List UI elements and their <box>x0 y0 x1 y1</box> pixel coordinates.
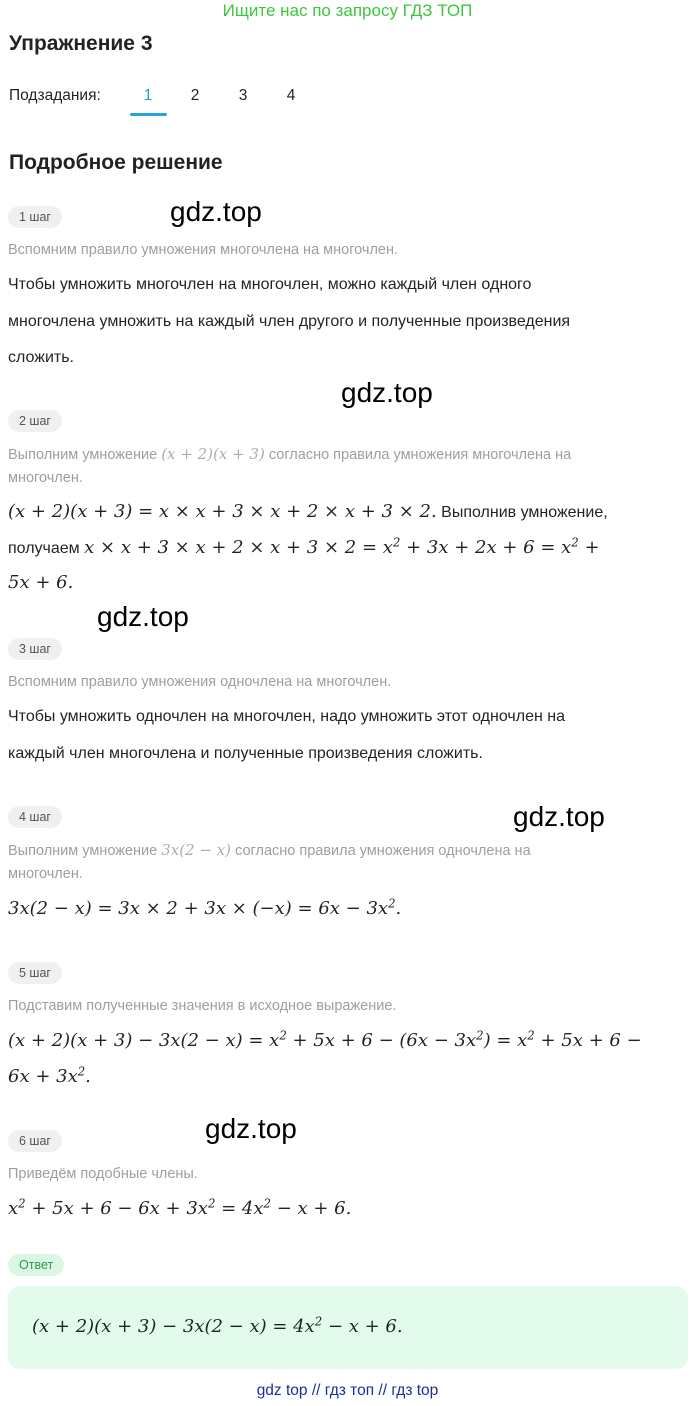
hint-text: Выполним умножение <box>8 843 158 859</box>
hint-text: согласно правила умножения многочлена на <box>268 447 572 463</box>
step-text: Выполнив умножение, <box>441 504 608 521</box>
answer-equation: $(x + 2)(x + 3) - 3x(2 - x) = 4x^2 - x + 6$. <box>32 1314 403 1337</box>
step-badge: 4 шаг <box>8 806 62 828</box>
equation: $x^2 + 5x + 6 - 6x + 3x^2 = 4x^2 - x + 6$. <box>8 1196 352 1219</box>
subtask-tab-2[interactable]: 2 <box>190 87 200 104</box>
equation-line <box>8 501 683 522</box>
step-text: каждый член многочлена и полученные произведения сложить. <box>8 745 483 762</box>
step-hint: многочлен. <box>8 470 83 486</box>
equation-line <box>8 898 683 919</box>
watermark: gdz.top <box>170 196 262 227</box>
step-badge: 3 шаг <box>8 638 62 660</box>
step-hint: Приведём подобные члены. <box>8 1166 198 1182</box>
equation-line <box>8 1198 683 1219</box>
hint-math: (x + 2)(x + 3) <box>161 445 265 463</box>
equation: 5x + 6. <box>8 572 74 593</box>
equation: $6x + 3x^2$. <box>8 1064 91 1087</box>
step-text: Чтобы умножить многочлен на многочлен, можно каждый член одного <box>8 276 532 293</box>
step-badge: 6 шаг <box>8 1130 62 1152</box>
equation-line <box>8 537 683 558</box>
watermark: gdz.top <box>205 1113 297 1144</box>
step-text: Чтобы умножить одночлен на многочлен, надо умножить этот одночлен на <box>8 708 565 725</box>
equation: $(x + 2)(x + 3) - 3x(2 - x) = x^2 + 5x + 6 - (6x - 3x^2) = x^2 + 5x + 6$ − <box>8 1028 642 1051</box>
footer-links[interactable]: gdz top // гдз топ // гдз top <box>256 1382 439 1399</box>
hint-text: согласно правила умножения одночлена на <box>235 843 531 859</box>
equation-line <box>8 1066 683 1087</box>
step-hint: Подставим полученные значения в исходное выражение. <box>8 998 397 1014</box>
step-badge: 5 шаг <box>8 962 62 984</box>
equation: (x + 2)(x + 3) = x × x + 3 × x + 2 × x + 3 × 2. <box>8 501 437 522</box>
hint-math: 3x(2 − x) <box>161 841 232 859</box>
equation: $x \times x + 3 \times x + 2 \times x + 3 \times 2 = x^2 + 3x + 2x + 6 = x^2$ + <box>84 535 600 558</box>
step-hint: Вспомним правило умножения одночлена на многочлен. <box>8 674 392 690</box>
answer-badge: Ответ <box>8 1254 64 1276</box>
subtask-tab-3[interactable]: 3 <box>238 87 248 104</box>
answer-box <box>8 1286 688 1369</box>
subtask-tab-4[interactable]: 4 <box>286 87 296 104</box>
watermark: gdz.top <box>97 601 189 632</box>
subtasks-label: Подзадания: <box>9 87 101 104</box>
step-text: получаем <box>8 540 80 557</box>
watermark: gdz.top <box>513 801 605 832</box>
step-hint: многочлен. <box>8 866 83 882</box>
step-badge: 2 шаг <box>8 410 62 432</box>
page-title: Упражнение 3 <box>9 32 153 55</box>
step-hint: Вспомним правило умножения многочлена на многочлен. <box>8 242 399 258</box>
step-hint <box>8 838 683 863</box>
active-tab-indicator <box>130 113 167 116</box>
subtask-tab-1[interactable]: 1 <box>143 87 153 104</box>
search-banner: Ищите нас по запросу ГДЗ ТОП <box>222 1 473 20</box>
step-badge: 1 шаг <box>8 206 62 228</box>
section-title: Подробное решение <box>9 151 223 174</box>
equation-line <box>8 572 683 593</box>
hint-text: Выполним умножение <box>8 447 158 463</box>
watermark: gdz.top <box>341 377 433 408</box>
step-text: многочлена умножить на каждый член другого и полученные произведения <box>8 313 571 330</box>
step-hint <box>8 442 683 467</box>
equation-line <box>8 1030 683 1051</box>
equation: $3x(2 - x) = 3x \times 2 + 3x \times (-x) = 6x - 3x^2$. <box>8 896 402 919</box>
step-text: сложить. <box>8 349 74 366</box>
